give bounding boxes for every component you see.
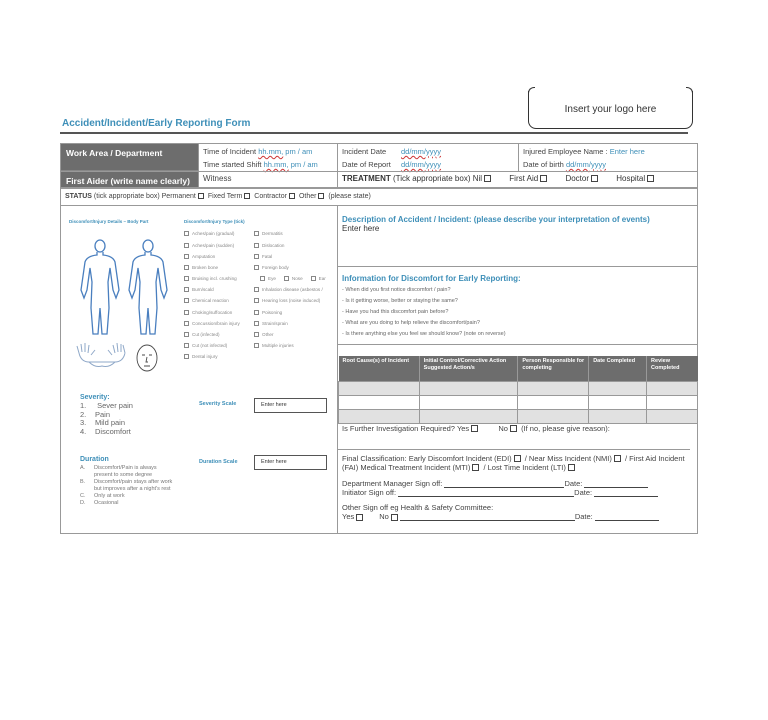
dob-field[interactable] <box>523 158 693 171</box>
injury-label: Multiple injuries <box>262 343 294 349</box>
status-contractor-checkbox[interactable] <box>289 193 295 199</box>
status-row <box>61 188 697 206</box>
injury-label: Dental injury <box>192 354 218 360</box>
info-question: - Is it getting worse, better or staying the same? <box>342 298 458 304</box>
injury-option[interactable] <box>254 251 334 261</box>
injury-option[interactable] <box>184 251 254 261</box>
table-cell[interactable] <box>518 381 589 395</box>
injury-label: Cut (not infected) <box>192 343 228 349</box>
ear-checkbox[interactable] <box>311 276 316 281</box>
incident-date-label: Incident Date <box>342 147 387 156</box>
table-row <box>339 381 698 395</box>
injury-option[interactable] <box>184 352 254 362</box>
status-other-checkbox[interactable] <box>318 193 324 199</box>
severity-scale-input[interactable]: Enter here <box>254 398 327 413</box>
body-diagram-icon[interactable] <box>75 238 175 378</box>
header-row-1 <box>61 144 697 171</box>
time-fields <box>198 144 337 171</box>
first-aider-label <box>61 172 198 187</box>
incident-date-value[interactable]: dd/mm/yyyy <box>401 147 442 156</box>
injury-option[interactable] <box>184 330 254 340</box>
injury-label: Fatal <box>262 253 273 259</box>
form-title: Accident/Incident/Early Reporting Form <box>62 118 251 129</box>
injury-option[interactable] <box>254 263 334 273</box>
lti-checkbox[interactable] <box>568 464 575 471</box>
checkbox[interactable] <box>184 254 189 259</box>
edi-label: Early Discomfort Incident (EDI) <box>408 454 512 463</box>
checkbox[interactable] <box>254 343 259 348</box>
injury-option[interactable] <box>254 319 334 329</box>
status-permanent-checkbox[interactable] <box>198 193 204 199</box>
injury-label: Chemical reaction <box>192 298 229 304</box>
description-title: Description of Accident / Incident: (please describe your interpretation of events) <box>342 215 650 224</box>
eye-label: Eye <box>268 276 276 282</box>
table-cell[interactable] <box>518 409 589 423</box>
date-of-report-label: Date of Report <box>342 160 391 169</box>
injury-label: Bruising incl. crushing <box>192 276 237 282</box>
duration-scale-label: Duration Scale <box>199 459 238 465</box>
injury-option[interactable] <box>184 296 254 306</box>
col-review-completed: Review Completed <box>647 356 698 381</box>
treatment-nil-label: Nil <box>472 174 483 183</box>
eye-checkbox[interactable] <box>260 276 265 281</box>
checkbox[interactable] <box>184 231 189 236</box>
table-cell[interactable] <box>339 395 420 409</box>
initiator-signoff-row <box>342 487 658 497</box>
time-of-incident-field[interactable] <box>203 145 333 158</box>
initiator-date-line[interactable] <box>594 489 658 497</box>
injury-option[interactable] <box>184 229 254 239</box>
injured-employee-value[interactable]: Enter here <box>609 147 645 156</box>
table-cell[interactable] <box>419 381 518 395</box>
mti-checkbox[interactable] <box>472 464 479 471</box>
table-cell[interactable] <box>647 409 698 423</box>
treatment-label: TREATMENT <box>342 174 391 183</box>
description-section <box>338 206 698 267</box>
severity-item: 2. Pain <box>80 409 111 419</box>
severity-list <box>80 402 133 436</box>
injury-label: Amputation <box>192 253 216 259</box>
initiator-signature-line[interactable] <box>398 489 574 497</box>
other-signature-line[interactable] <box>400 513 575 521</box>
status-contractor-label: Contractor <box>254 193 287 200</box>
status-suffix: (please state) <box>328 193 371 200</box>
further-yes-label: Yes <box>456 424 470 433</box>
foreign-body-sub-options <box>254 274 334 284</box>
title-divider <box>60 132 688 134</box>
status-fixed-term-label: Fixed Term <box>207 193 243 200</box>
other-no-checkbox[interactable] <box>391 514 398 521</box>
injury-option[interactable] <box>184 307 254 317</box>
table-cell[interactable] <box>518 395 589 409</box>
logo-placeholder <box>528 91 693 129</box>
info-question: - What are you doing to help relieve the discomfort/pain? <box>342 320 480 326</box>
time-started-shift-label: Time started Shift <box>203 160 262 169</box>
final-classification-label: Final Classification: <box>342 454 407 463</box>
other-no-label: No <box>379 512 389 521</box>
table-header-row <box>339 356 698 381</box>
first-aider-label-text: First Aider (write name clearly) <box>66 176 190 186</box>
logo-placeholder-text: Insert your logo here <box>564 104 657 115</box>
treatment-nil-checkbox[interactable] <box>484 175 491 182</box>
mti-label: Incident (FAI) Medical Treatment Incident (MTI) <box>342 454 685 472</box>
injury-label: Inhalation disease (asbestos / <box>262 287 323 293</box>
col-person-responsible: Person Responsible for completing <box>518 356 589 381</box>
table-cell[interactable] <box>339 381 420 395</box>
checkbox[interactable] <box>254 243 259 248</box>
injury-label: Foreign body <box>262 264 289 270</box>
injured-employee-label: Injured Employee Name : <box>523 147 608 156</box>
nmi-checkbox[interactable] <box>614 455 621 462</box>
treatment-row <box>337 172 697 187</box>
other-yes-checkbox[interactable] <box>356 514 363 521</box>
injury-label: Poisoning <box>262 309 283 315</box>
date-of-report-value[interactable]: dd/mm/yyyy <box>401 160 442 169</box>
table-cell[interactable] <box>589 395 647 409</box>
other-signoff-label: Other Sign off eg Health & Safety Committee: <box>342 503 494 512</box>
treatment-first-aid-checkbox[interactable] <box>540 175 547 182</box>
dob-value[interactable]: dd/mm/yyyy <box>565 160 606 169</box>
injury-option[interactable] <box>254 330 334 340</box>
injury-option[interactable] <box>184 274 254 284</box>
checkbox[interactable] <box>254 310 259 315</box>
table-cell[interactable] <box>589 381 647 395</box>
severity-scale-label: Severity Scale <box>199 401 237 407</box>
date-fields <box>337 144 518 171</box>
treatment-first-aid-label: First Aid <box>509 174 539 183</box>
early-reporting-info-section <box>338 267 698 345</box>
injury-option[interactable] <box>254 229 334 239</box>
injury-option[interactable] <box>254 285 334 295</box>
employee-fields <box>518 144 697 171</box>
checkbox[interactable] <box>254 332 259 337</box>
checkbox[interactable] <box>184 310 189 315</box>
duration-list <box>80 465 175 507</box>
checkbox[interactable] <box>254 298 259 303</box>
injury-option[interactable] <box>254 296 334 306</box>
injury-label: Burn/scald <box>192 287 214 293</box>
ear-label: Ear <box>318 276 326 282</box>
duration-item: D. Ocasional <box>80 500 119 506</box>
injury-label: Dislocation <box>262 242 285 248</box>
col-root-cause: Root Cause(s) of Incident <box>339 356 420 381</box>
injury-label: Dermatitis <box>262 231 283 237</box>
duration-title: Duration <box>80 456 109 463</box>
corrective-action-table <box>338 356 698 424</box>
col-date-completed: Date Completed <box>589 356 647 381</box>
checkbox[interactable] <box>254 265 259 270</box>
table-row <box>339 409 698 423</box>
table-cell[interactable] <box>647 395 698 409</box>
edi-checkbox[interactable] <box>514 455 521 462</box>
severity-item: 3. Mild pain <box>80 418 126 427</box>
table-cell[interactable] <box>647 381 698 395</box>
work-area-label <box>61 144 198 171</box>
other-yes-label: Yes <box>342 512 355 521</box>
further-investigation-row <box>342 424 610 433</box>
nose-checkbox[interactable] <box>284 276 289 281</box>
checkbox[interactable] <box>184 276 189 281</box>
duration-item: A. Discomfort/Pain is always present to some degree <box>80 465 157 478</box>
injury-label: Choking/suffocation <box>192 309 233 315</box>
table-cell[interactable] <box>339 409 420 423</box>
manager-date-label: Date: <box>564 479 583 488</box>
initiator-date-label: Date: <box>574 488 593 497</box>
table-cell[interactable] <box>419 395 518 409</box>
manager-signoff-label: Department Manager Sign off: <box>342 479 443 488</box>
description-input[interactable]: Enter here <box>342 224 380 233</box>
injury-option[interactable] <box>184 341 254 351</box>
time-started-shift-value[interactable]: hh.mm, <box>263 160 289 169</box>
checkbox[interactable] <box>184 298 189 303</box>
status-label: STATUS <box>65 193 92 200</box>
checkbox[interactable] <box>184 354 189 359</box>
time-started-shift-ampm: pm / am <box>290 160 318 169</box>
reporting-form <box>60 143 698 534</box>
treatment-hint: (Tick appropriate box) <box>392 174 471 183</box>
checkbox[interactable] <box>254 287 259 292</box>
checkbox[interactable] <box>184 321 189 326</box>
injury-type-heading: Discomfort/Injury Type (tick) <box>184 219 245 224</box>
further-investigation-question: Is Further Investigation Required? <box>342 424 455 433</box>
reason-line[interactable] <box>338 449 690 450</box>
injury-option[interactable] <box>254 307 334 317</box>
injury-label: Concussion/brain injury <box>192 320 240 326</box>
work-area-label-text: Work Area / Department <box>66 148 163 158</box>
treatment-hospital-checkbox[interactable] <box>647 175 654 182</box>
right-panel <box>337 206 697 534</box>
duration-scale-input[interactable]: Enter here <box>254 455 327 470</box>
injury-option[interactable] <box>184 240 254 250</box>
other-signoff-row <box>342 511 659 521</box>
time-of-incident-value[interactable]: hh.mm, <box>258 147 284 156</box>
checkbox[interactable] <box>184 287 189 292</box>
other-date-label: Date: <box>574 512 593 521</box>
body-part-heading: Discomfort/Injury Details – Body Part <box>69 219 149 224</box>
status-fixed-term-checkbox[interactable] <box>244 193 250 199</box>
time-started-shift-field[interactable] <box>203 158 333 171</box>
severity-title: Severity: <box>80 394 110 401</box>
injury-label: Aches/pain (sudden) <box>192 242 235 248</box>
dob-label: Date of birth <box>523 160 564 169</box>
incident-date-field[interactable] <box>342 145 514 158</box>
checkbox[interactable] <box>184 265 189 270</box>
status-permanent-label: Permanent <box>161 193 196 200</box>
injury-label: Strain/sprain <box>262 320 288 326</box>
severity-item: 4. Discomfort <box>80 426 131 436</box>
further-no-label: No <box>498 424 508 433</box>
left-panel <box>61 206 337 534</box>
final-classification <box>342 454 696 472</box>
treatment-doctor-checkbox[interactable] <box>591 175 598 182</box>
injury-option[interactable] <box>254 240 334 250</box>
duration-item: B. Discomfort/pain stays after work but improves after a night's rest <box>80 479 173 492</box>
table-cell[interactable] <box>419 409 518 423</box>
severity-item: 1. Sever pain <box>80 401 133 410</box>
info-question: - Is there anything else you feel we should know? (note on reverse) <box>342 331 506 337</box>
injury-option[interactable] <box>184 285 254 295</box>
checkbox[interactable] <box>184 343 189 348</box>
checkbox[interactable] <box>254 231 259 236</box>
date-of-report-field[interactable] <box>342 158 514 171</box>
header-row-2 <box>61 171 697 188</box>
treatment-hospital-label: Hospital <box>616 174 646 183</box>
witness-label: Witness <box>203 174 232 183</box>
checkbox[interactable] <box>184 332 189 337</box>
table-row <box>339 395 698 409</box>
further-yes-checkbox[interactable] <box>471 425 478 432</box>
checkbox[interactable] <box>184 243 189 248</box>
status-other-label: Other <box>298 193 317 200</box>
further-hint: (If no, please give reason): <box>521 424 610 433</box>
injury-option[interactable] <box>184 263 254 273</box>
initiator-signoff-label: Initiator Sign off: <box>342 488 397 497</box>
duration-item: C. Only at work <box>80 493 125 499</box>
injury-label: Other <box>262 332 274 338</box>
col-corrective-action: Initial Control/Corrective Action Suggested Action/s <box>419 356 518 381</box>
nose-label: Nose <box>291 276 303 282</box>
injury-type-list <box>184 229 336 362</box>
table-cell[interactable] <box>589 409 647 423</box>
injury-option[interactable] <box>184 319 254 329</box>
witness-field[interactable] <box>198 172 337 187</box>
checkbox[interactable] <box>254 254 259 259</box>
other-date-line[interactable] <box>595 513 659 521</box>
info-question: - Have you had this discomfort pain before? <box>342 309 449 315</box>
further-no-checkbox[interactable] <box>510 425 517 432</box>
time-of-incident-ampm: pm / am <box>285 147 313 156</box>
injury-label: Aches/pain (gradual) <box>192 231 235 237</box>
injury-label: Cut (infected) <box>192 332 220 338</box>
treatment-doctor-label: Doctor <box>565 174 589 183</box>
fai-label: / First Aid <box>624 454 657 463</box>
nmi-label: / Near Miss Incident (NMI) <box>524 454 612 463</box>
time-of-incident-label: Time of Incident <box>203 147 257 156</box>
injury-label: Broken bone <box>192 264 219 270</box>
lti-label: / Lost Time Incident (LTI) <box>483 463 566 472</box>
checkbox[interactable] <box>254 321 259 326</box>
status-hint: (tick appropriate box) <box>93 193 160 200</box>
injured-employee-field[interactable] <box>523 145 693 158</box>
injury-label: Hearing loss (noise induced) <box>262 298 321 304</box>
info-question: - When did you first notice discomfort / pain? <box>342 287 451 293</box>
injury-option[interactable] <box>254 341 334 351</box>
early-reporting-title: Information for Discomfort for Early Reporting: <box>342 274 521 283</box>
